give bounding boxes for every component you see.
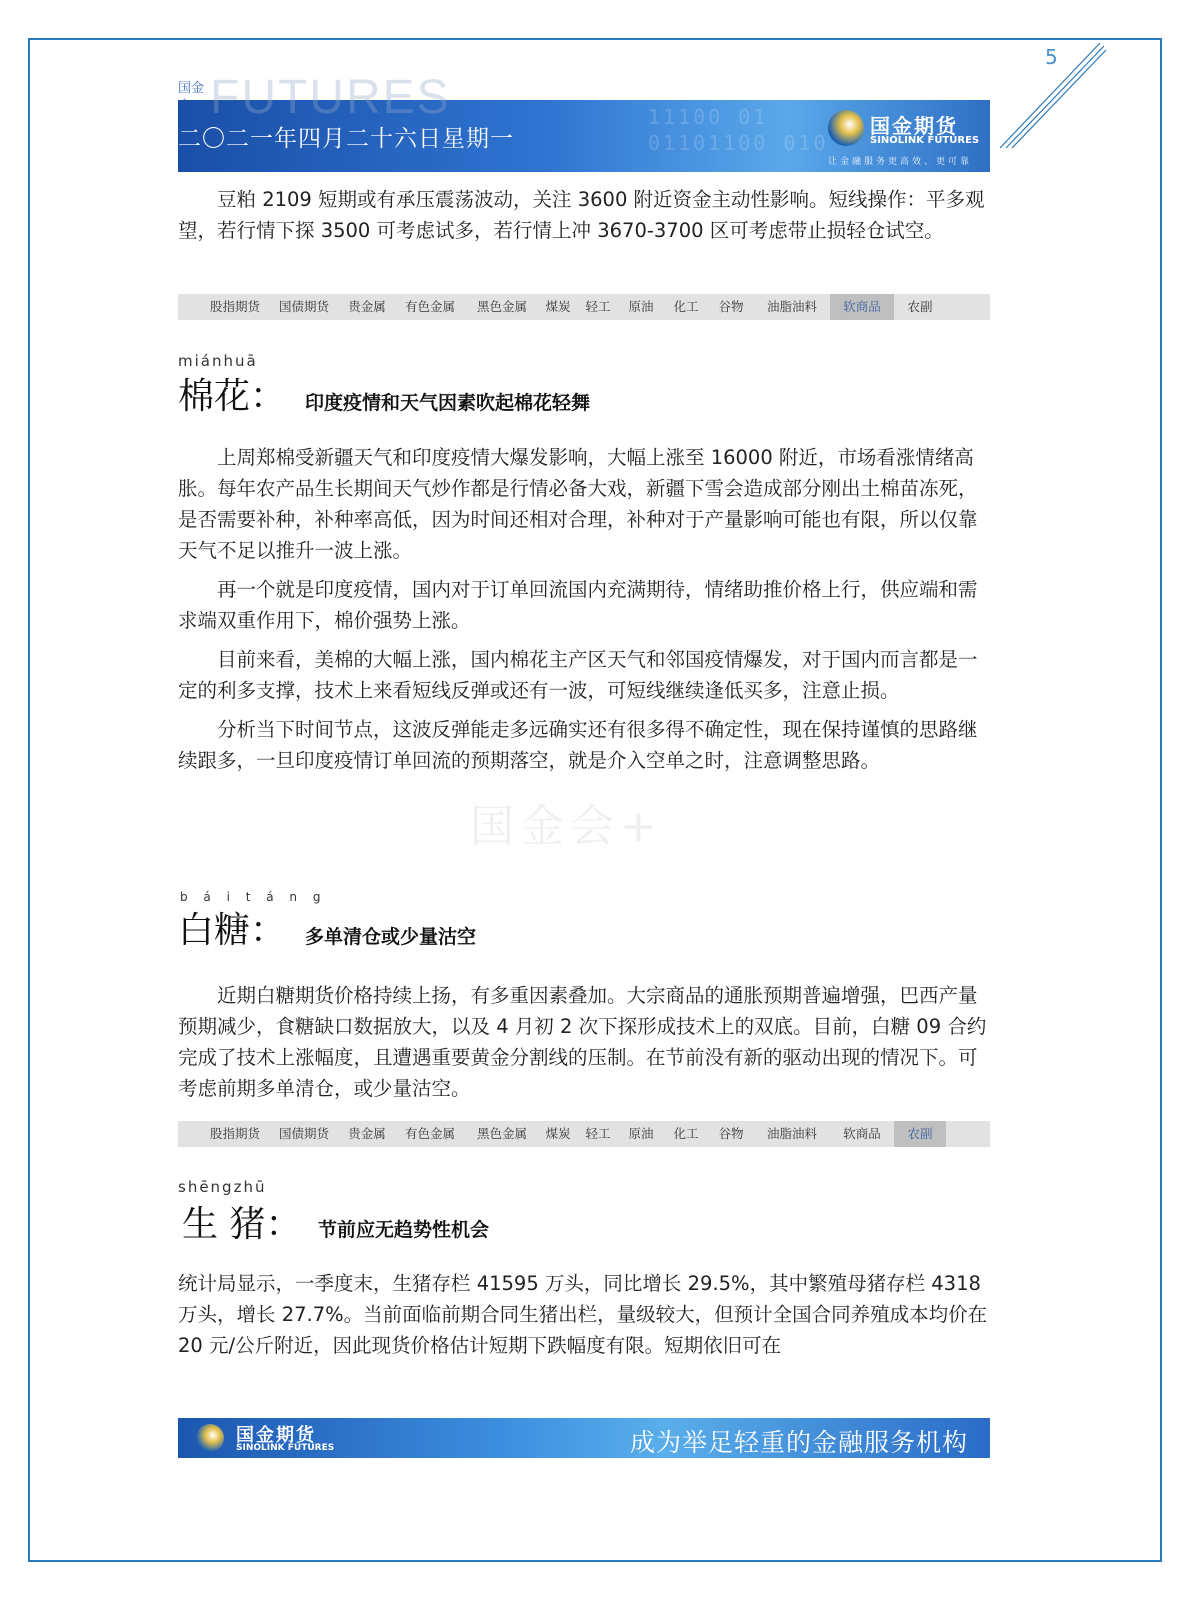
nav-item-9[interactable]: 谷物 [718, 299, 744, 314]
nav-item-11[interactable]: 软商品 [843, 1126, 881, 1141]
header-date: 二〇二一年四月二十六日星期一 [178, 126, 514, 152]
nav-item-7[interactable]: 原油 [628, 299, 654, 314]
cotton-paragraph: 分析当下时间节点，这波反弹能走多远确实还有很多得不确定性，现在保持谨慎的思路继续跟多，一旦印度疫情订单回流的预期落空，就是介入空单之时，注意调整思路。 [178, 718, 978, 772]
nav-item-6[interactable]: 轻工 [585, 299, 611, 314]
nav-item-11[interactable]: 软商品 [830, 294, 894, 320]
footer-banner [178, 1418, 990, 1458]
header-slogan: 让金融服务更高效、更可靠 [828, 157, 973, 167]
nav-item-0[interactable]: 股指期货 [209, 299, 260, 314]
nav-item-1[interactable]: 国债期货 [278, 299, 329, 314]
nav-item-4[interactable]: 黑色金属 [476, 299, 527, 314]
futures-watermark: FUTURES [210, 71, 451, 124]
cotton-pinyin: miánhuā [178, 352, 258, 370]
nav-item-5[interactable]: 煤炭 [545, 299, 571, 314]
nav-item-2[interactable]: 贵金属 [348, 299, 386, 314]
nav-item-10[interactable]: 油脂油料 [766, 299, 817, 314]
nav-item-7[interactable]: 原油 [628, 1126, 654, 1141]
sugar-subtitle: 多单清仓或少量沽空 [305, 926, 477, 948]
hog-pinyin: shēngzhū [178, 1178, 267, 1196]
nav-item-1[interactable]: 国债期货 [278, 1126, 329, 1141]
nav-item-8[interactable]: 化工 [673, 1126, 699, 1141]
nav-item-5[interactable]: 煤炭 [545, 1126, 571, 1141]
sugar-body [178, 980, 990, 1104]
cotton-subtitle: 印度疫情和天气因素吹起棉花轻舞 [305, 392, 591, 414]
footer-logo-text: 国金期货 [236, 1425, 316, 1446]
page-number: 5 [1045, 45, 1058, 69]
cotton-paragraph: 再一个就是印度疫情，国内对于订单回流国内充满期待，情绪助推价格上行，供应端和需求端双重作用下，棉价强势上涨。 [178, 578, 978, 632]
sinolink-logo-icon [828, 110, 864, 146]
nav-item-8[interactable]: 化工 [673, 299, 699, 314]
hog-paragraph: 统计局显示，一季度末，生猪存栏 41595 万头，同比增长 29.5%，其中繁殖母猪存栏 4318 万头，增长 27.7%。当前面临前期合同生猪出栏，量级较大，但预计全国合同养殖成本均价在 20 元/公斤附近，因此现货价格估计短期下跌幅度有限。短期依旧可在 [178, 1272, 988, 1357]
header-binary-decoration: 11100 01 01101100 010 [648, 105, 829, 155]
mid-watermark: 国金会+ [470, 801, 663, 852]
header-brand-small: 国金 [178, 81, 205, 96]
footer-slogan: 成为举足轻重的金融服务机构 [629, 1428, 968, 1457]
sugar-title: 白糖： [178, 910, 287, 951]
hog-subtitle: 节前应无趋势性机会 [318, 1219, 490, 1241]
header-logo-text: 国金期货 [870, 114, 958, 138]
category-nav-bar-1 [178, 294, 990, 320]
cotton-title: 棉花： [178, 376, 287, 417]
nav-item-3[interactable]: 有色金属 [404, 299, 455, 314]
footer-logo-en: SINOLINK FUTURES [236, 1443, 335, 1453]
nav-item-4[interactable]: 黑色金属 [476, 1126, 527, 1141]
nav-item-3[interactable]: 有色金属 [404, 1126, 455, 1141]
cotton-paragraph: 上周郑棉受新疆天气和印度疫情大爆发影响，大幅上涨至 16000 附近，市场看涨情绪高胀。每年农产品生长期间天气炒作都是行情必备大戏，新疆下雪会造成部分刚出土棉苗冻死，是否需要补种，补种率高低，因为时间还相对合理，补种对于产量影响可能也有限，所以仅靠天气不足以推升一波上涨。 [178, 446, 978, 562]
nav-item-12[interactable]: 农副 [894, 1121, 946, 1147]
sinolink-footer-logo-icon [196, 1424, 224, 1452]
sugar-pinyin: b á i t á n g [180, 890, 327, 904]
nav-item-6[interactable]: 轻工 [585, 1126, 611, 1141]
hog-title: 生 猪： [182, 1204, 302, 1245]
hog-body [178, 1268, 990, 1361]
nav-item-9[interactable]: 谷物 [718, 1126, 744, 1141]
sugar-paragraph: 近期白糖期货价格持续上扬，有多重因素叠加。大宗商品的通胀预期普遍增强，巴西产量预期减少，食糖缺口数据放大，以及 4 月初 2 次下探形成技术上的双底。目前，白糖 09 合约完成了技术上涨幅度，且遭遇重要黄金分割线的压制。在节前没有新的驱动出现的情况下。可考虑前期多单清仓，或少量沽空。 [178, 984, 987, 1100]
nav-item-10[interactable]: 油脂油料 [766, 1126, 817, 1141]
nav-item-0[interactable]: 股指期货 [209, 1126, 260, 1141]
cotton-body [178, 442, 990, 776]
header-logo-en: SINOLINK FUTURES [870, 135, 980, 146]
cotton-paragraph: 目前来看，美棉的大幅上涨，国内棉花主产区天气和邻国疫情爆发，对于国内而言都是一定的利多支撑，技术上来看短线反弹或还有一波，可短线继续逢低买多，注意止损。 [178, 648, 978, 702]
category-nav-bar-2 [178, 1121, 990, 1147]
nav-item-2[interactable]: 贵金属 [348, 1126, 386, 1141]
intro-paragraph: 豆粕 2109 短期或有承压震荡波动，关注 3600 附近资金主动性影响。短线操作：平多观望，若行情下探 3500 可考虑试多，若行情上冲 3670-3700 区可考虑带止损轻仓试空。 [178, 188, 985, 242]
nav-item-12[interactable]: 农副 [907, 299, 933, 314]
